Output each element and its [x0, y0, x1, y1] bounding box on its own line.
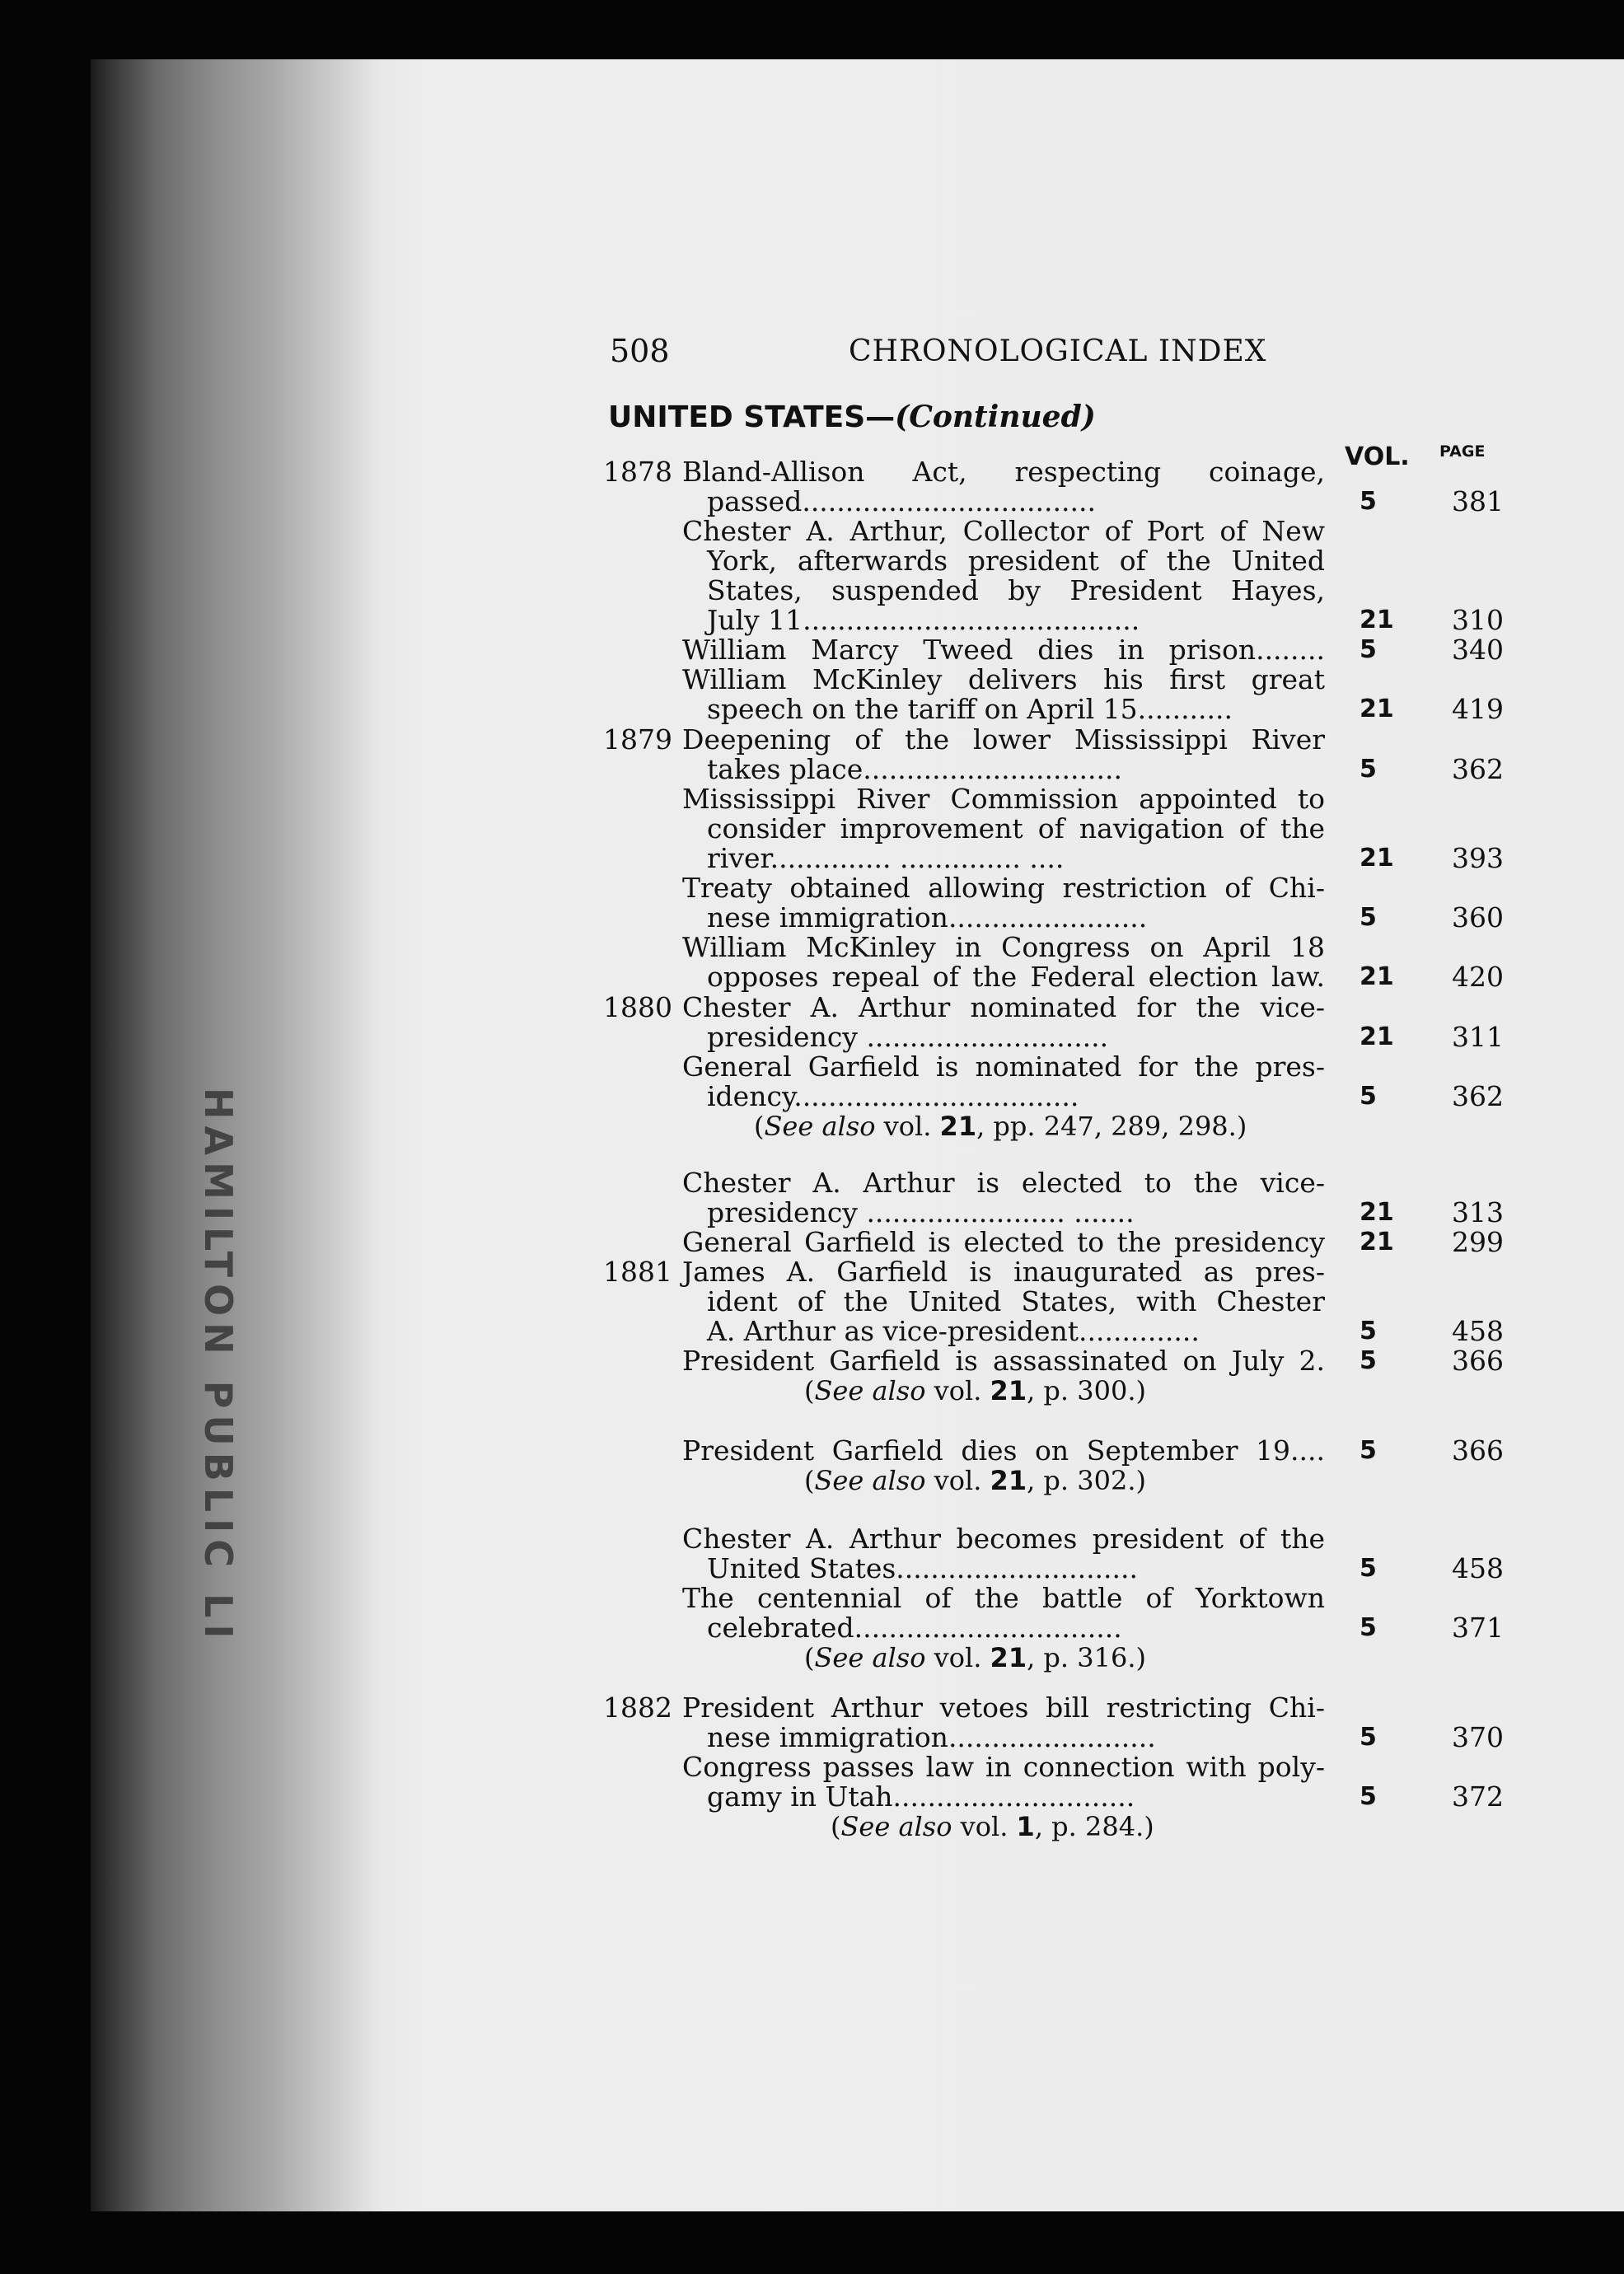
entry-text: Congress passes law in connection with poly-	[682, 1751, 1325, 1783]
index-line	[0, 903, 1624, 933]
index-line	[0, 1782, 1624, 1812]
entry-text: river.............. .............. ....	[707, 842, 1065, 874]
entry-text: idency.................................	[707, 1080, 1079, 1112]
entry-year: 1879	[603, 723, 672, 756]
entry-text: President Garfield is assassinated on July 2.	[682, 1345, 1325, 1377]
index-line	[0, 1082, 1624, 1111]
entry-volume: 5	[1360, 1317, 1377, 1345]
see-also-vol-word: vol.	[952, 1811, 1017, 1842]
index-line	[0, 784, 1624, 814]
index-line	[0, 517, 1624, 546]
see-also-note	[804, 1643, 1146, 1673]
index-line	[0, 1693, 1624, 1723]
entry-page: 366	[1452, 1345, 1504, 1377]
index-line	[0, 1524, 1624, 1554]
see-also-label: See also	[814, 1642, 926, 1673]
see-also-label: See also	[814, 1465, 926, 1496]
index-line	[0, 933, 1624, 962]
section-title: UNITED STATES—	[608, 400, 896, 434]
index-line	[0, 1436, 1624, 1466]
see-also-label: See also	[840, 1811, 952, 1842]
entry-page: 393	[1452, 842, 1504, 874]
index-line	[0, 1287, 1624, 1317]
entry-volume: 21	[1360, 606, 1394, 634]
see-also-label: See also	[814, 1375, 926, 1406]
entry-page: 362	[1452, 753, 1504, 785]
entry-volume: 21	[1360, 1228, 1394, 1256]
see-also-open: (	[804, 1642, 815, 1673]
see-also-volume: 21	[990, 1642, 1027, 1673]
entry-text: Chester A. Arthur is elected to the vice-	[682, 1167, 1325, 1199]
page-column-header: PAGE	[1439, 442, 1486, 461]
entry-page: 371	[1452, 1612, 1504, 1644]
entry-text: July 11.......................................	[707, 604, 1140, 636]
entry-volume: 5	[1360, 1436, 1377, 1465]
entry-text: Deepening of the lower Mississippi River	[682, 723, 1325, 756]
entry-page: 340	[1452, 634, 1504, 666]
entry-volume: 5	[1360, 1782, 1377, 1811]
see-also-volume: 21	[939, 1111, 977, 1142]
entry-text: presidency ....................... .......	[707, 1196, 1135, 1228]
see-also-note	[804, 1376, 1146, 1406]
entry-text: nese immigration.......................	[707, 901, 1148, 933]
entry-text: ident of the United States, with Chester	[707, 1285, 1325, 1317]
entry-text: Chester A. Arthur becomes president of the	[682, 1523, 1325, 1555]
entry-text: William Marcy Tweed dies in prison........	[682, 634, 1325, 666]
entry-volume: 5	[1360, 903, 1377, 932]
see-also-vol-word: vol.	[925, 1642, 990, 1673]
index-line	[0, 1723, 1624, 1752]
entry-text: General Garfield is nominated for the pres-	[682, 1050, 1325, 1083]
see-also-open: (	[754, 1111, 765, 1142]
entry-text: opposes repeal of the Federal election law.	[707, 961, 1325, 993]
see-also-note	[804, 1466, 1146, 1495]
entry-year: 1881	[603, 1256, 672, 1288]
entry-text: President Garfield dies on September 19....	[682, 1434, 1325, 1467]
entry-text: consider improvement of navigation of the	[707, 812, 1325, 845]
entry-page: 419	[1452, 693, 1504, 725]
index-line	[0, 1257, 1624, 1287]
index-line	[0, 725, 1624, 755]
see-also-vol-word: vol.	[925, 1375, 990, 1406]
index-line	[0, 1022, 1624, 1052]
index-line	[0, 844, 1624, 873]
entry-volume: 5	[1360, 1346, 1377, 1375]
entry-volume: 21	[1360, 962, 1394, 991]
entry-text: nese immigration........................	[707, 1721, 1156, 1753]
page-number: 508	[610, 333, 670, 369]
entry-year: 1882	[603, 1691, 672, 1724]
see-also-ref: , p. 300.)	[1027, 1375, 1146, 1406]
index-line	[0, 487, 1624, 517]
index-line	[0, 1198, 1624, 1228]
entry-text: Mississippi River Commission appointed to	[682, 783, 1325, 815]
entry-text: Bland-Allison Act, respecting coinage,	[682, 456, 1325, 488]
index-line	[0, 635, 1624, 665]
entry-volume: 5	[1360, 755, 1377, 784]
see-also-volume: 1	[1016, 1811, 1035, 1842]
see-also-ref: , p. 284.)	[1034, 1811, 1154, 1842]
see-also-vol-word: vol.	[925, 1465, 990, 1496]
index-line	[0, 695, 1624, 724]
entry-text: States, suspended by President Hayes,	[707, 574, 1325, 606]
index-line	[0, 962, 1624, 992]
entry-year: 1880	[603, 991, 672, 1023]
entry-page: 360	[1452, 901, 1504, 933]
section-heading	[608, 400, 1096, 434]
entry-text: York, afterwards president of the United	[707, 545, 1325, 577]
entry-page: 370	[1452, 1721, 1504, 1753]
see-also-ref: , pp. 247, 289, 298.)	[976, 1111, 1247, 1142]
entry-year: 1878	[603, 456, 672, 488]
index-line	[0, 1052, 1624, 1082]
entry-text: presidency ............................	[707, 1021, 1109, 1053]
entry-page: 458	[1452, 1552, 1504, 1584]
entry-text: speech on the tariff on April 15...........	[707, 693, 1233, 725]
entry-page: 313	[1452, 1196, 1504, 1228]
entry-volume: 21	[1360, 844, 1394, 873]
index-line	[0, 1228, 1624, 1257]
spine-stamp: HAMILTON PUBLIC LI	[196, 1088, 241, 1645]
entry-text: United States............................	[707, 1552, 1139, 1584]
entry-text: gamy in Utah............................	[707, 1780, 1135, 1813]
index-line	[0, 576, 1624, 606]
section-continued: (Continued)	[895, 400, 1096, 434]
entry-page: 381	[1452, 485, 1504, 517]
index-line	[0, 1752, 1624, 1782]
see-also-note	[831, 1812, 1154, 1841]
entry-volume: 5	[1360, 1554, 1377, 1583]
entry-page: 366	[1452, 1434, 1504, 1467]
index-line	[0, 993, 1624, 1022]
entry-volume: 21	[1360, 1022, 1394, 1051]
entry-text: The centennial of the battle of Yorktown	[682, 1582, 1325, 1614]
entry-text: A. Arthur as vice-president..............	[707, 1315, 1200, 1347]
see-also-open: (	[831, 1811, 841, 1842]
entry-volume: 5	[1360, 635, 1377, 664]
index-line	[0, 457, 1624, 487]
index-line	[0, 665, 1624, 695]
entry-volume: 5	[1360, 1082, 1377, 1111]
entry-volume: 5	[1360, 1613, 1377, 1642]
entry-page: 420	[1452, 961, 1504, 993]
index-line	[0, 873, 1624, 903]
entry-text: passed..................................	[707, 485, 1096, 517]
index-line	[0, 755, 1624, 784]
entry-volume: 21	[1360, 695, 1394, 723]
entry-page: 311	[1452, 1021, 1504, 1053]
entry-volume: 5	[1360, 1723, 1377, 1752]
index-line	[0, 814, 1624, 844]
index-line	[0, 1554, 1624, 1584]
see-also-label: See also	[764, 1111, 876, 1142]
index-line	[0, 1168, 1624, 1198]
entry-text: Chester A. Arthur nominated for the vice-	[682, 991, 1325, 1023]
see-also-ref: , p. 316.)	[1027, 1642, 1146, 1673]
entry-page: 372	[1452, 1780, 1504, 1813]
entry-volume: 5	[1360, 487, 1377, 516]
entry-volume: 21	[1360, 1198, 1394, 1227]
see-also-volume: 21	[990, 1465, 1027, 1496]
index-line	[0, 606, 1624, 635]
entry-page: 299	[1452, 1226, 1504, 1258]
index-line	[0, 1584, 1624, 1613]
entry-text: celebrated...............................	[707, 1612, 1122, 1644]
entry-text: Treaty obtained allowing restriction of Chi-	[682, 872, 1325, 904]
entry-text: Chester A. Arthur, Collector of Port of New	[682, 515, 1325, 547]
entry-page: 310	[1452, 604, 1504, 636]
see-also-volume: 21	[990, 1375, 1027, 1406]
see-also-ref: , p. 302.)	[1027, 1465, 1146, 1496]
entry-page: 458	[1452, 1315, 1504, 1347]
see-also-open: (	[804, 1465, 815, 1496]
index-line	[0, 1346, 1624, 1376]
see-also-vol-word: vol.	[875, 1111, 940, 1142]
index-line	[0, 546, 1624, 576]
entry-text: General Garfield is elected to the presidency	[682, 1226, 1325, 1258]
entry-page: 362	[1452, 1080, 1504, 1112]
running-title: CHRONOLOGICAL INDEX	[849, 335, 1267, 368]
entry-text: James A. Garfield is inaugurated as pres-	[682, 1256, 1325, 1288]
index-line	[0, 1613, 1624, 1643]
entry-text: President Arthur vetoes bill restricting Chi-	[682, 1691, 1325, 1724]
vol-column-header: VOL.	[1345, 442, 1410, 471]
index-line	[0, 1317, 1624, 1346]
entry-text: William McKinley in Congress on April 18	[682, 931, 1325, 963]
entry-text: takes place..............................	[707, 753, 1122, 785]
entry-text: William McKinley delivers his first great	[682, 663, 1325, 695]
see-also-open: (	[804, 1375, 815, 1406]
see-also-note	[754, 1111, 1247, 1141]
